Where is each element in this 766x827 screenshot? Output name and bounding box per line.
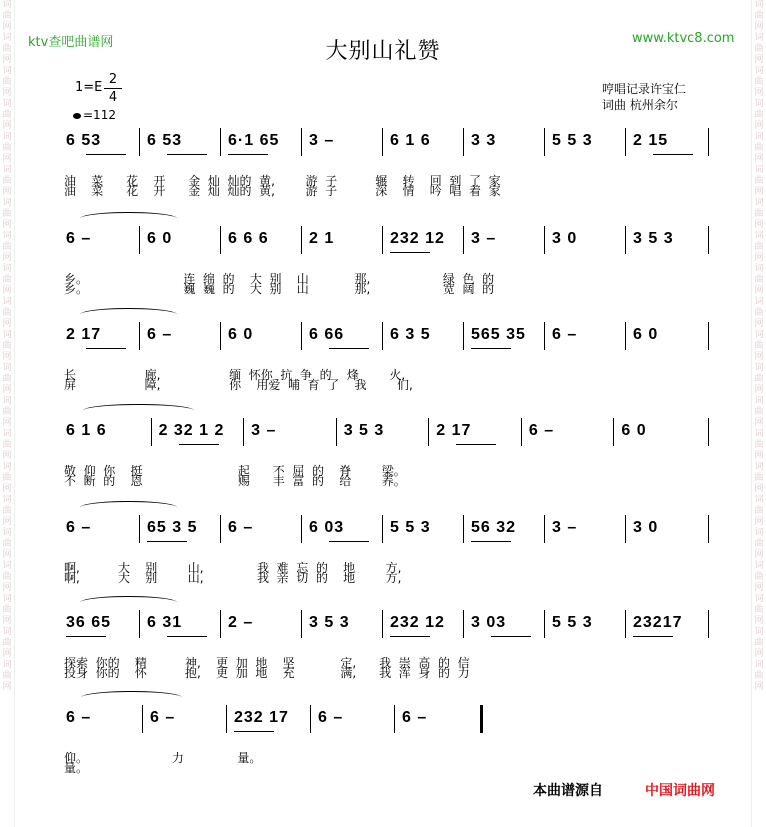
bar-line [544,226,545,254]
bar-line [151,418,152,446]
bar-line [625,610,626,638]
watermark-right: 词曲网词曲网词曲网词曲网词曲网词曲网词曲网词曲网词曲网词曲网词曲网词曲网词曲网词曲网词曲网词曲网词曲网词曲网词曲网词曲网词曲网 [751,0,766,827]
time-signature-line [104,88,122,89]
score-row [64,705,712,735]
score-row [64,610,712,640]
measure-notes: 6 – [402,709,428,726]
lyric-line-1: 敬 仰 你 挺 起 不 屈 的 脊 梁。 [64,464,406,478]
measure-notes: 6 31 [147,614,183,631]
bar-line [428,418,429,446]
slur-arc [83,404,194,417]
measure-notes: 3 0 [633,519,659,536]
lyric-line-1: 仰。 力 量。 [64,751,262,765]
beam-line [653,154,693,155]
measure-notes: 3 – [471,230,497,247]
beam-line [329,348,369,349]
bar-line [220,322,221,350]
measure-notes: 6 53 [66,132,102,149]
measure-notes: 6 – [318,709,344,726]
measure-notes: 6 – [552,326,578,343]
score-row [64,128,712,158]
lyric-line-2: 量。 [64,761,89,775]
measure-notes: 6 – [150,709,176,726]
bar-line [625,322,626,350]
bar-line [220,226,221,254]
lyric-line-2: 油 菜 花 开 金 灿 灿的 黄, 游 子 深 情 吟 唱 着 家 [64,184,501,198]
footer-source-label: 本曲谱源自 [533,783,603,799]
bar-line [708,610,709,638]
measure-notes: 6 1 6 [390,132,431,149]
lyric-line-1: 油 菜 花 开 金 灿 灿的 黄, 游 子 辗 转 回 到 了 家 [64,174,501,188]
measure-notes: 5 5 3 [390,519,431,536]
measure-notes: 6 – [228,519,254,536]
bar-line [463,226,464,254]
bar-line [382,515,383,543]
measure-notes: 6 0 [228,326,254,343]
bar-line [463,515,464,543]
beam-line [329,541,369,542]
slur-arc [80,308,177,321]
slur-arc [80,596,177,609]
bar-line [220,128,221,156]
measure-notes: 2 17 [66,326,102,343]
lyric-line-2: 啊, 大 别 山, 我 亲 切 的 地 方, [64,571,402,585]
bar-line [708,322,709,350]
measure-notes: 2 1 [309,230,335,247]
bar-line [336,418,337,446]
measure-notes: 2 17 [436,422,472,439]
key-signature: 1=E [75,80,103,95]
lyric-line-2: 乡。 巍 巍 的 大 别 山 那, 宽 阔 的 [64,282,495,296]
bar-line [463,128,464,156]
bar-line [625,226,626,254]
bar-line [708,226,709,254]
measure-notes: 6 – [66,519,92,536]
beam-line [167,636,207,637]
beam-line [456,444,496,445]
bar-line [220,610,221,638]
beam-line [167,154,207,155]
bar-line [382,128,383,156]
bar-line [544,515,545,543]
bar-line [613,418,614,446]
bar-line [394,705,395,733]
lyric-line-1: 长 廊, 缅 怀你 抗 争 的 烽 火, [64,368,406,382]
measure-notes: 6 53 [147,132,183,149]
bar-line [139,322,140,350]
measure-notes: 232 12 [390,614,445,631]
bar-line [310,705,311,733]
measure-notes: 232 17 [234,709,289,726]
measure-notes: 6 – [528,422,555,439]
measure-notes: 3 5 3 [343,422,385,439]
measure-notes: 6 0 [633,326,659,343]
score-row [64,322,712,352]
tempo-value: =112 [83,108,116,122]
bar-line [243,418,244,446]
measure-notes: 3 5 3 [633,230,674,247]
bar-line [301,226,302,254]
site-name-left: ktv查吧曲谱网 [28,35,114,50]
measure-notes: 6 – [66,230,92,247]
measure-notes: 3 03 [471,614,507,631]
measure-notes: 5 5 3 [552,132,593,149]
song-title: 大别山礼赞 [325,39,441,64]
bar-line [463,322,464,350]
measure-notes: 3 3 [471,132,497,149]
slur-arc [80,212,177,225]
bar-line [301,322,302,350]
measure-notes: 6 0 [147,230,173,247]
beam-line [179,444,219,445]
bar-line [625,515,626,543]
bar-line [220,515,221,543]
measure-notes: 36 65 [66,614,112,631]
lyric-line-2: 不 断 的 恩 赐 丰 富 的 给 养。 [64,474,406,488]
measure-notes: 6 03 [309,519,345,536]
measure-notes: 3 – [309,132,335,149]
beam-line [147,541,187,542]
measure-notes: 3 – [552,519,578,536]
measure-notes: 6 3 5 [390,326,431,343]
bar-line [139,226,140,254]
beam-line [228,154,268,155]
measure-notes: 565 35 [471,326,526,343]
time-signature-bottom: 4 [108,90,118,105]
bar-line [463,610,464,638]
beam-line [633,636,673,637]
score-row [64,515,712,545]
measure-notes: 232 12 [390,230,445,247]
beam-line [86,348,126,349]
bar-line [521,418,522,446]
beam-line [491,636,531,637]
slur-arc [80,501,177,514]
measure-notes: 6 – [66,709,92,726]
time-signature-top: 2 [108,72,118,87]
footer-source-site: 中国词曲网 [645,783,715,799]
bar-line [625,128,626,156]
measure-notes: 65 3 5 [147,519,198,536]
bar-line [708,128,709,156]
bar-line [139,610,140,638]
measure-notes: 56 32 [471,519,517,536]
measure-notes: 6 0 [621,422,647,439]
credit-composer: 词曲 杭州余尔 [602,98,678,112]
measure-notes: 2 – [228,614,254,631]
measure-notes: 6 6 6 [228,230,269,247]
score-row [64,226,712,256]
beam-line [471,541,511,542]
measure-notes: 3 5 3 [309,614,350,631]
slur-arc [81,691,182,704]
measure-notes: 3 – [251,422,277,439]
measure-notes: 6·1 65 [228,132,280,149]
bar-line [382,322,383,350]
bar-line [544,610,545,638]
beam-line [390,636,430,637]
beam-line [86,154,126,155]
bar-line [544,128,545,156]
beam-line [66,636,106,637]
measure-notes: 3 0 [552,230,578,247]
beam-line [234,731,274,732]
bar-line [708,418,709,446]
measure-notes: 6 – [147,326,173,343]
bar-line [226,705,227,733]
measure-notes: 2 32 1 2 [158,422,225,439]
bar-line [142,705,143,733]
bar-line [301,610,302,638]
bar-line [708,515,709,543]
bar-line [139,128,140,156]
measure-notes: 2 15 [633,132,669,149]
lyric-line-1: 啊, 大 别 山, 我 难 忘 的 地 方, [64,561,402,575]
bar-line [382,226,383,254]
credit-recorder: 哼唱记录许宝仁 [602,82,687,96]
lyric-line-2: 投身 你的 怀 抱, 更 加 地 充 满, 我 浑 身 的 力 [64,666,470,680]
bar-line [301,128,302,156]
tempo-mark [73,108,116,122]
lyric-line-1: 探索 你的 精 神, 更 加 地 坚 定, 我 崇 高 的 信 [64,656,470,670]
measure-notes: 6 66 [309,326,345,343]
lyric-line-2: 屏 障, 你 用爱 哺 育 了 我 们, [64,378,413,392]
site-url-right: www.ktvc8.com [632,31,735,46]
lyric-line-1: 乡。 连 绵 的 大 别 山 那, 绿 色 的 [64,272,495,286]
bar-line [382,610,383,638]
measure-notes: 23217 [633,614,683,631]
measure-notes: 5 5 3 [552,614,593,631]
measure-notes: 6 1 6 [66,422,107,439]
beam-line [471,348,511,349]
bar-line [301,515,302,543]
beam-line [390,252,430,253]
quarter-note-icon [73,113,81,119]
bar-line [544,322,545,350]
score-row [64,418,712,448]
final-bar-line [480,705,483,733]
bar-line [139,515,140,543]
watermark-left: 词曲网词曲网词曲网词曲网词曲网词曲网词曲网词曲网词曲网词曲网词曲网词曲网词曲网词曲网词曲网词曲网词曲网词曲网词曲网词曲网词曲网 [0,0,15,827]
